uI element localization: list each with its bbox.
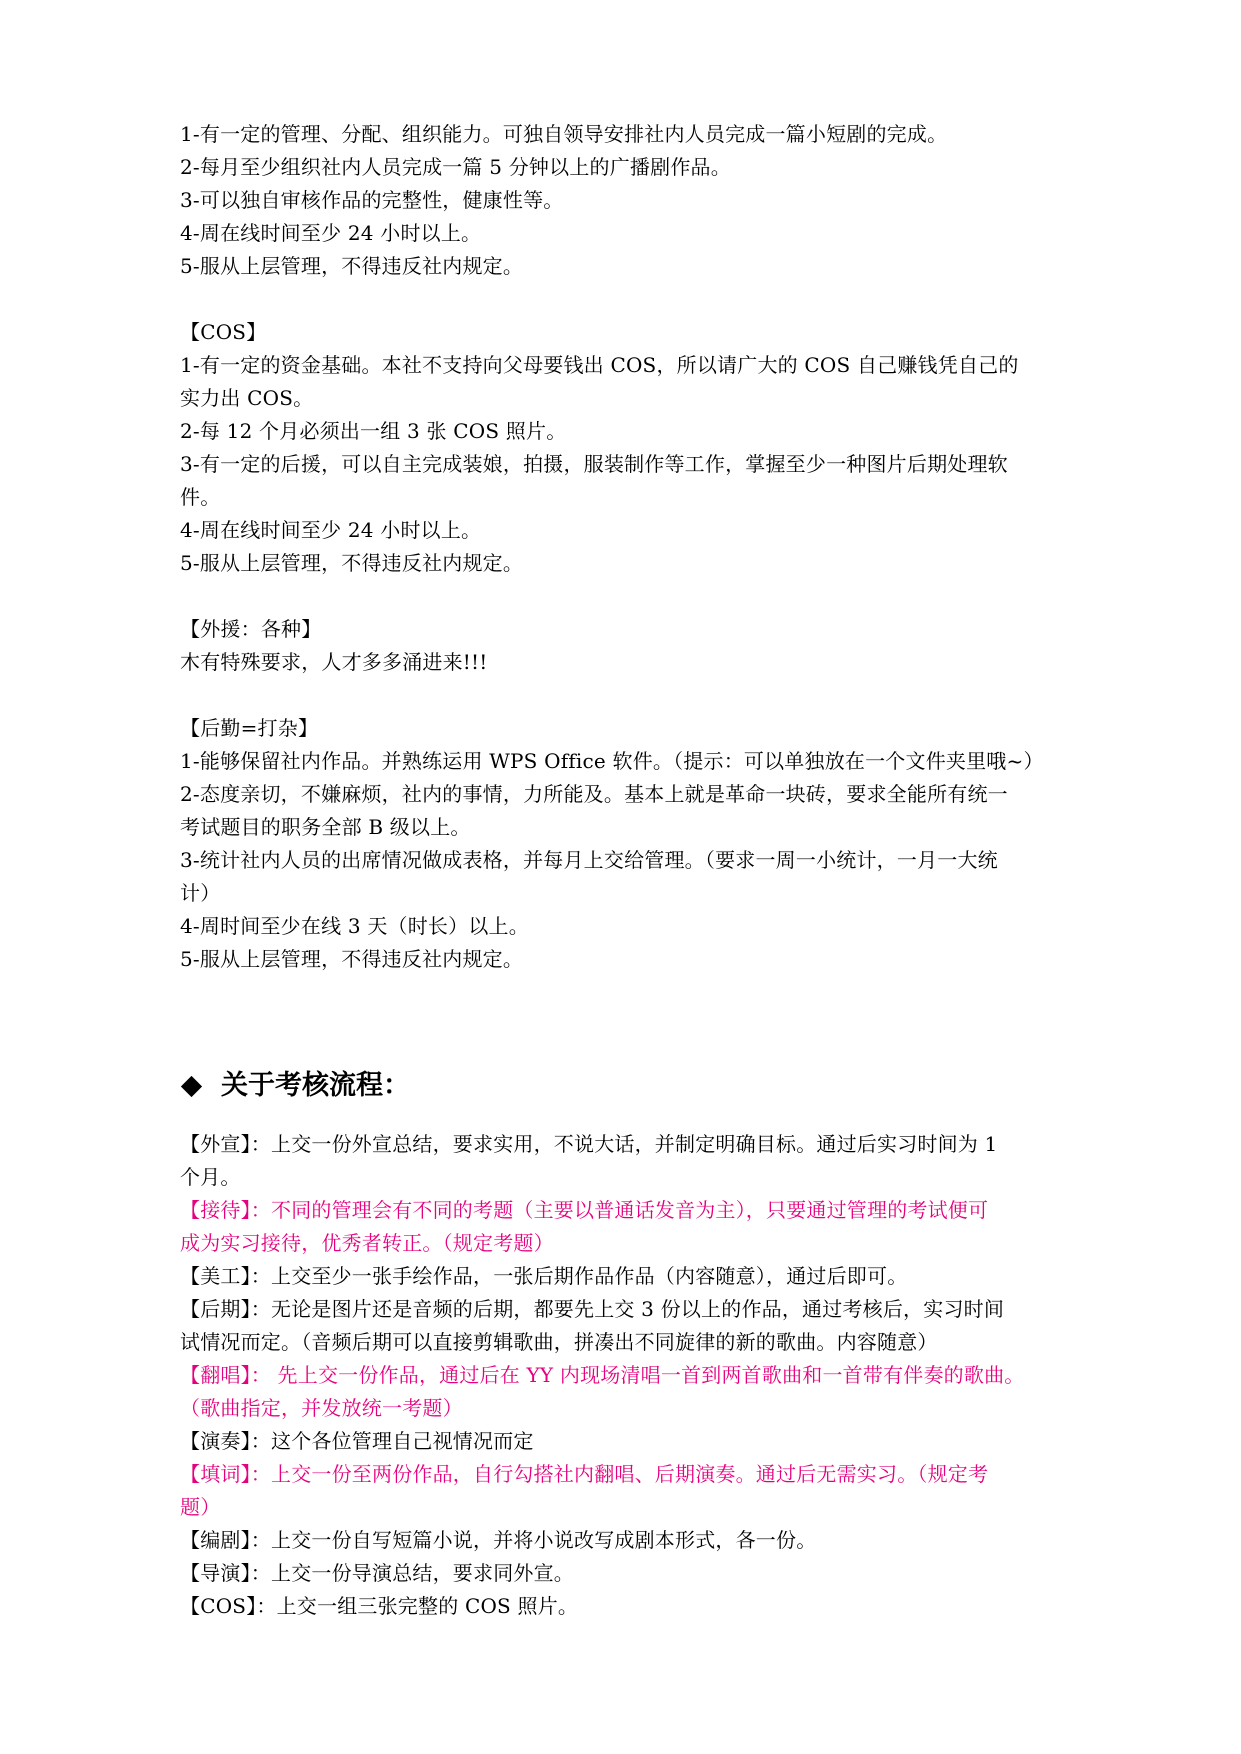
assessment-item — [180, 1128, 1080, 1194]
spacer — [180, 679, 1080, 712]
assessment-line: 【外宣】：上交一份外宣总结，要求实用，不说大话，并制定明确目标。通过后实习时间为 1 — [180, 1132, 998, 1156]
assessment-line: （歌曲指定，并发放统一考题） — [180, 1396, 463, 1420]
requirement-line: 3-可以独自审核作品的完整性，健康性等。 — [180, 188, 564, 212]
requirement-line: 5-服从上层管理，不得违反社内规定。 — [180, 551, 524, 575]
requirement-line: 1-能够保留社内作品。并熟练运用 WPS Office 软件。（提示：可以单独放在一个文件夹里哦~） — [180, 749, 1044, 773]
diamond-bullet-icon — [181, 1075, 202, 1096]
assessment-item — [180, 1293, 1080, 1359]
assessment-line: 成为实习接待，优秀者转正。（规定考题） — [180, 1231, 554, 1255]
requirement-line: 3-统计社内人员的出席情况做成表格，并每月上交给管理。（要求一周一小统计，一月一大统 — [180, 848, 998, 872]
requirement-line: 2-态度亲切，不嫌麻烦，社内的事情，力所能及。基本上就是革命一块砖，要求全能所有统一 — [180, 782, 1008, 806]
requirement-line: 2-每月至少组织社内人员完成一篇 5 分钟以上的广播剧作品。 — [180, 155, 731, 179]
assessment-line: 【接待】：不同的管理会有不同的考题（主要以普通话发音为主），只要通过管理的考试便可 — [180, 1198, 989, 1222]
assessment-line: 【COS】：上交一组三张完整的 COS 照片。 — [180, 1594, 579, 1618]
spacer — [180, 976, 1080, 1066]
requirement-line: 1-有一定的管理、分配、组织能力。可独自领导安排社内人员完成一篇小短剧的完成。 — [180, 122, 948, 146]
assessment-line: 个月。 — [180, 1165, 241, 1189]
requirement-line: 木有特殊要求，人才多多涌进来!!! — [180, 650, 488, 674]
support-section — [180, 613, 1080, 679]
assessment-item — [180, 1524, 1080, 1557]
assessment-item — [180, 1557, 1080, 1590]
director-requirements — [180, 118, 1080, 283]
assessment-line: 【美工】：上交至少一张手绘作品，一张后期作品作品（内容随意），通过后即可。 — [180, 1264, 908, 1288]
document-page — [180, 118, 1080, 1623]
assessment-item — [180, 1194, 1080, 1260]
assessment-item — [180, 1425, 1080, 1458]
requirement-line: 考试题目的职务全部 B 级以上。 — [180, 815, 471, 839]
requirement-line: 实力出 COS。 — [180, 386, 314, 410]
requirement-line: 4-周在线时间至少 24 小时以上。 — [180, 518, 482, 542]
assessment-line: 试情况而定。（音频后期可以直接剪辑歌曲，拼凑出不同旋律的新的歌曲。内容随意） — [180, 1330, 938, 1354]
assessment-line: 【填词】：上交一份至两份作品，自行勾搭社内翻唱、后期演奏。通过后无需实习。（规定考 — [180, 1462, 989, 1486]
requirement-line: 1-有一定的资金基础。本社不支持向父母要钱出 COS，所以请广大的 COS 自己赚钱凭自己的 — [180, 353, 1019, 377]
assessment-line: 题） — [180, 1495, 221, 1519]
section-heading: 【COS】 — [180, 320, 267, 344]
requirement-line: 计） — [180, 881, 221, 905]
assessment-list — [180, 1128, 1080, 1623]
requirement-line: 5-服从上层管理，不得违反社内规定。 — [180, 254, 524, 278]
assessment-item — [180, 1590, 1080, 1623]
assessment-line: 【演奏】：这个各位管理自己视情况而定 — [180, 1429, 534, 1453]
cos-section — [180, 316, 1080, 580]
section-heading: 【外援：各种】 — [180, 617, 322, 641]
requirement-line: 4-周在线时间至少 24 小时以上。 — [180, 221, 482, 245]
assessment-line: 【导演】：上交一份导演总结，要求同外宣。 — [180, 1561, 574, 1585]
logistics-section — [180, 712, 1080, 976]
assessment-line: 【编剧】：上交一份自写短篇小说，并将小说改写成剧本形式，各一份。 — [180, 1528, 817, 1552]
spacer — [180, 580, 1080, 613]
requirement-line: 4-周时间至少在线 3 天（时长）以上。 — [180, 914, 529, 938]
requirement-line: 5-服从上层管理，不得违反社内规定。 — [180, 947, 524, 971]
section-heading: 【后勤=打杂】 — [180, 716, 319, 740]
assessment-line: 【翻唱】： 先上交一份作品，通过后在 YY 内现场清唱一首到两首歌曲和一首带有伴奏的歌曲。 — [180, 1363, 1025, 1387]
assessment-line: 【后期】：无论是图片还是音频的后期，都要先上交 3 份以上的作品，通过考核后，实习时间 — [180, 1297, 1005, 1321]
spacer — [180, 283, 1080, 316]
assessment-item — [180, 1260, 1080, 1293]
assessment-title-text: 关于考核流程： — [221, 1070, 410, 1101]
assessment-item — [180, 1458, 1080, 1524]
requirement-line: 3-有一定的后援，可以自主完成装娘，拍摄，服装制作等工作，掌握至少一种图片后期处理软 — [180, 452, 1008, 476]
requirement-line: 件。 — [180, 485, 221, 509]
assessment-title — [180, 1066, 1080, 1106]
assessment-item — [180, 1359, 1080, 1425]
requirement-line: 2-每 12 个月必须出一组 3 张 COS 照片。 — [180, 419, 567, 443]
